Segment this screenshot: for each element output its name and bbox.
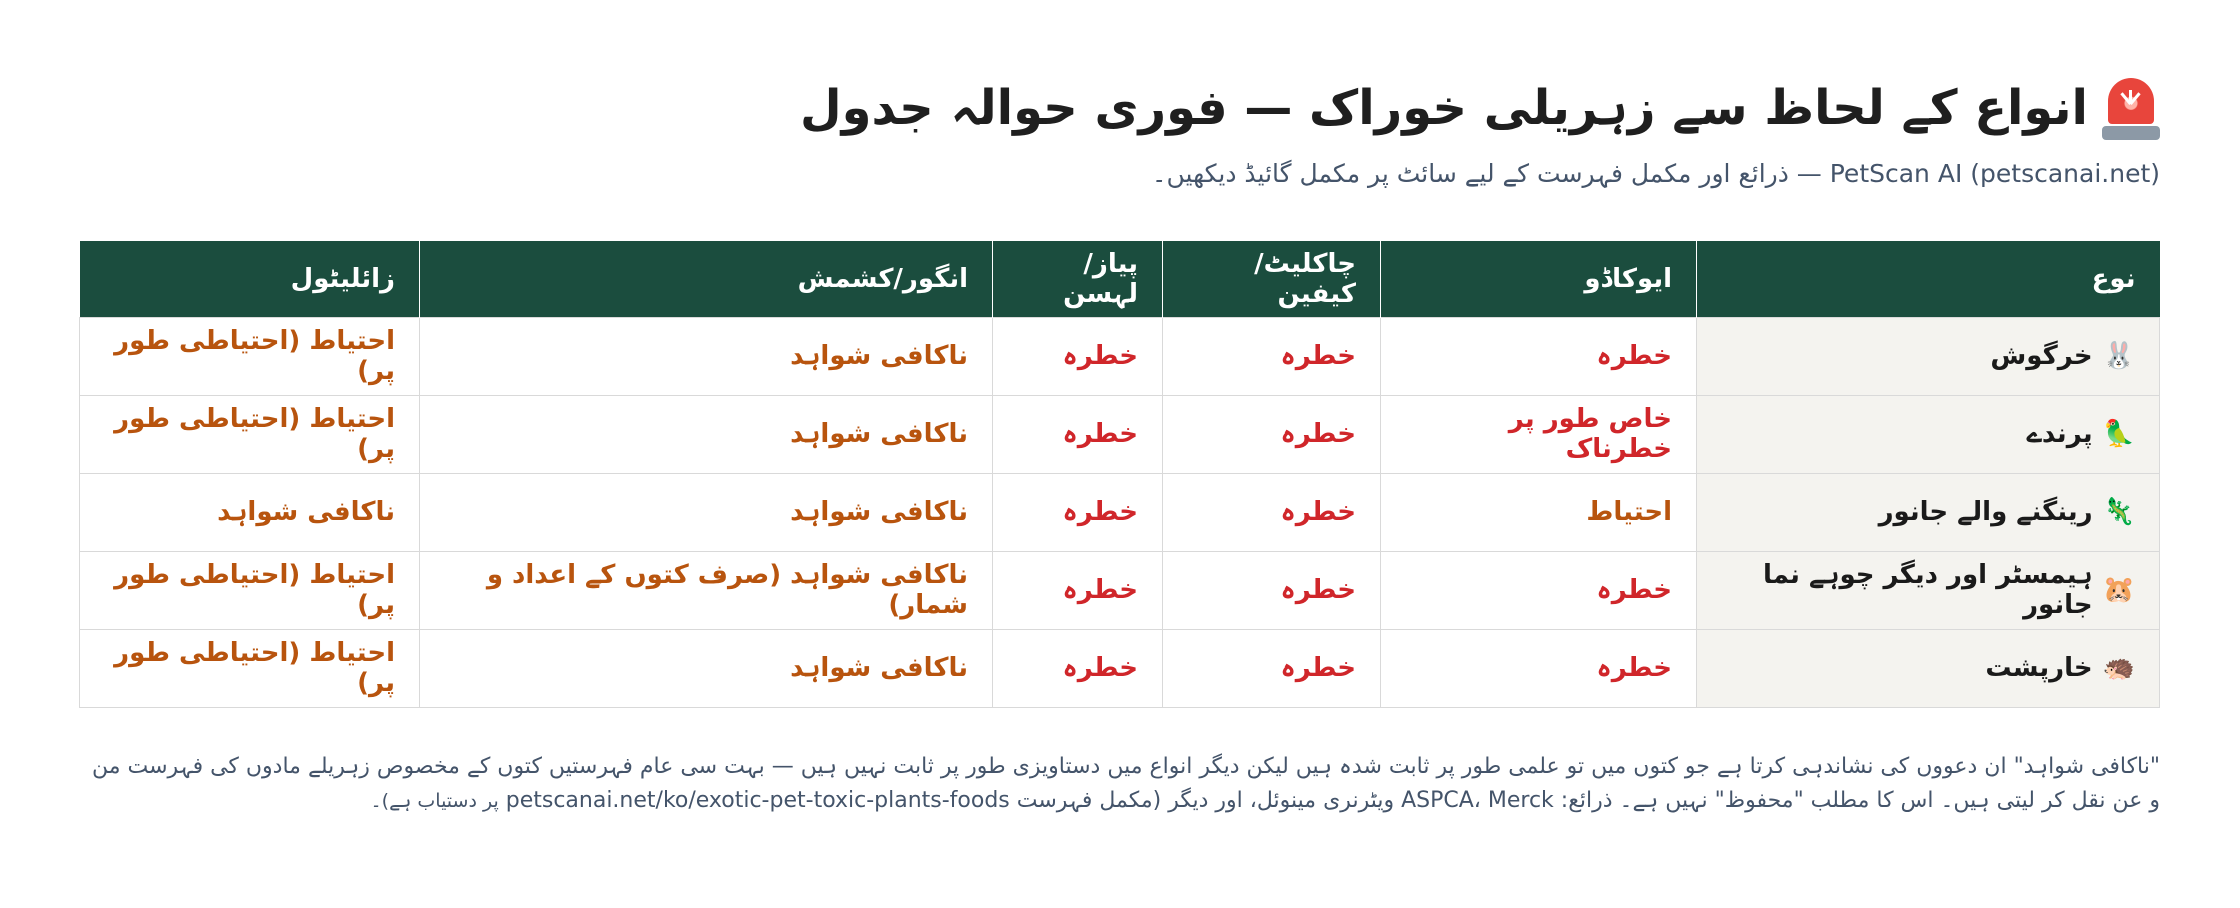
risk-cell-danger: خطرہ (993, 317, 1163, 395)
species-label (1985, 653, 2135, 683)
risk-cell-danger: خطرہ (1381, 629, 1697, 707)
risk-cell-danger: خطرہ (1381, 551, 1697, 629)
footnote-tail: پر دستیاب ہے)۔ (370, 789, 499, 812)
risk-cell-caution: ناکافی شواہد (420, 395, 993, 473)
table-body (80, 317, 2160, 707)
rabbit-icon: 🐰 (2102, 341, 2135, 371)
species-name: ہیمسٹر اور دیگر چوہے نما جانور (1762, 560, 2093, 620)
title-row (80, 78, 2160, 140)
species-cell (1697, 473, 2160, 551)
risk-cell-caution: ناکافی شواہد (80, 473, 420, 551)
risk-cell-danger: خطرہ (993, 473, 1163, 551)
hamster-icon: 🐹 (2102, 575, 2135, 605)
risk-cell-danger: خطرہ (1163, 473, 1381, 551)
species-label (2027, 419, 2135, 449)
table-row (80, 629, 2160, 707)
column-header: پیاز/لہسن (993, 241, 1163, 318)
risk-cell-danger: خطرہ (1163, 551, 1381, 629)
risk-cell-caution: ناکافی شواہد (صرف کتوں کے اعداد و شمار) (420, 551, 993, 629)
risk-cell-danger: خطرہ (993, 395, 1163, 473)
page-subtitle: PetScan AI (petscanai.net) — ذرائع اور مکمل فہرست کے لیے سائٹ پر مکمل گائیڈ دیکھیں۔ (1151, 159, 2160, 188)
parrot-icon: 🦜 (2102, 419, 2135, 449)
risk-cell-caution: ناکافی شواہد (420, 629, 993, 707)
table-row (80, 395, 2160, 473)
footnote-text: "ناکافی شواہد" ان دعووں کی نشاندہی کرتا ہے جو کتوں میں تو علمی طور پر ثابت شدہ ہیں لیکن دیگر انواع میں دستاویزی طور پر ثابت نہیں ہیں — بہت سی عام فہرستیں کتوں کے مخصوص زہریلے مادوں کی فہرست من و عن نقل کر لیتی ہیں۔ اس کا مطلب "محفوظ" نہیں ہے۔ ذرائع: ASPCA، Merck ویٹرنری مینوئل، اور دیگر (مکمل فہرست petscanai.net/ko/exotic-pet-toxic-plants-foods (92, 753, 2160, 813)
risk-cell-caution: احتیاط (احتیاطی طور پر) (80, 395, 420, 473)
species-name: خرگوش (1990, 341, 2093, 371)
species-name: رینگنے والے جانور (1878, 497, 2093, 527)
page-title: انواع کے لحاظ سے زہریلی خوراک — فوری حوالہ جدول (799, 80, 2088, 137)
species-label (1721, 560, 2135, 620)
table-row (80, 317, 2160, 395)
risk-cell-caution: ناکافی شواہد (420, 473, 993, 551)
risk-cell-danger: خطرہ (1163, 317, 1381, 395)
risk-cell-danger: خطرہ (993, 629, 1163, 707)
species-cell (1697, 395, 2160, 473)
species-label (1990, 341, 2135, 371)
risk-cell-caution: احتیاط (احتیاطی طور پر) (80, 317, 420, 395)
risk-cell-caution: احتیاط (احتیاطی طور پر) (80, 629, 420, 707)
table-header-row (80, 241, 2160, 318)
risk-cell-danger: خطرہ (1163, 629, 1381, 707)
column-header: نوع (1697, 241, 2160, 318)
table-row (80, 473, 2160, 551)
footnote (80, 750, 2160, 818)
column-header: چاکلیٹ/کیفین (1163, 241, 1381, 318)
species-name: خارپشت (1985, 653, 2093, 683)
risk-cell-danger: خطرہ (1381, 317, 1697, 395)
hedgehog-icon: 🦔 (2102, 653, 2135, 683)
risk-cell-caution: احتیاط (احتیاطی طور پر) (80, 551, 420, 629)
column-header: زائلیٹول (80, 241, 420, 318)
table-row (80, 551, 2160, 629)
species-name: پرندے (2026, 419, 2093, 449)
species-label (1879, 497, 2135, 527)
toxic-food-table (79, 241, 2160, 708)
column-header: انگور/کشمش (420, 241, 993, 318)
species-cell (1697, 317, 2160, 395)
species-cell (1697, 551, 2160, 629)
siren-icon (2102, 78, 2160, 140)
risk-cell-danger: خطرہ (1163, 395, 1381, 473)
risk-cell-caution: احتیاط (1381, 473, 1697, 551)
lizard-icon: 🦎 (2102, 497, 2135, 527)
risk-cell-danger: خاص طور پر خطرناک (1381, 395, 1697, 473)
column-header: ایوکاڈو (1381, 241, 1697, 318)
risk-cell-danger: خطرہ (993, 551, 1163, 629)
species-cell (1697, 629, 2160, 707)
risk-cell-caution: ناکافی شواہد (420, 317, 993, 395)
